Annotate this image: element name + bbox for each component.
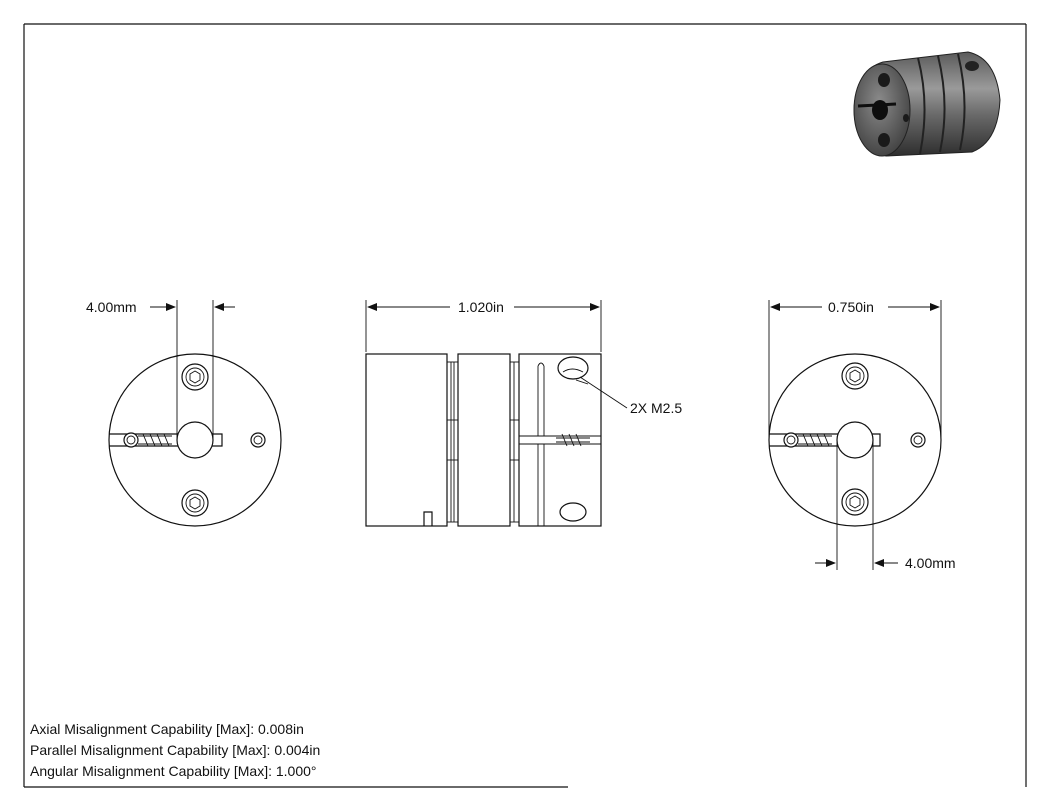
- hex-socket-screw-icon: [182, 364, 208, 390]
- right-end-view: [769, 300, 941, 570]
- length-dimension: 1.020in: [458, 299, 504, 315]
- spec-parallel: Parallel Misalignment Capability [Max]: 0.004in: [30, 742, 321, 758]
- side-view: [366, 300, 627, 526]
- left-end-view: [109, 300, 281, 526]
- hex-socket-screw-icon: [182, 490, 208, 516]
- hex-socket-screw-icon: [842, 363, 868, 389]
- coupling-3d-icon: [854, 52, 1000, 156]
- spec-axial: Axial Misalignment Capability [Max]: 0.008in: [30, 721, 304, 737]
- spec-angular: Angular Misalignment Capability [Max]: 1.000°: [30, 763, 317, 779]
- hex-socket-screw-icon: [842, 489, 868, 515]
- diameter-dimension: 0.750in: [828, 299, 874, 315]
- right-bore-dimension: 4.00mm: [905, 555, 956, 571]
- left-bore-dimension: 4.00mm: [86, 299, 137, 315]
- screw-callout: 2X M2.5: [630, 400, 683, 416]
